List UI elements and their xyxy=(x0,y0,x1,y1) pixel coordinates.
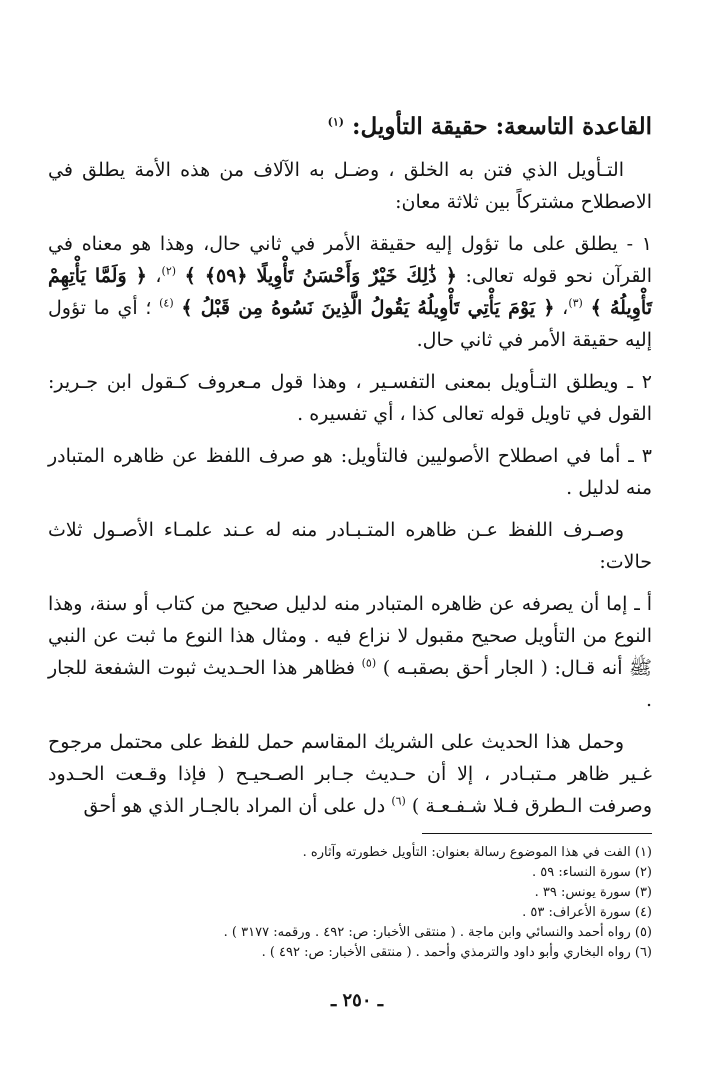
quran-verse-1: ﴿ ذَٰلِكَ خَيْرٌ وَأَحْسَنُ تَأْوِيلًا ﴿٥٩﴾ ﴾ xyxy=(184,265,457,287)
meaning-one-conclusion: ؛ أي ما تؤول إليه حقيقة الأمر في ثاني حال. xyxy=(48,297,652,351)
footnote-separator xyxy=(422,833,652,834)
section-heading xyxy=(48,110,652,144)
footnote-ref-1: (١) xyxy=(327,115,345,129)
cases-intro-paragraph: وصـرف اللفظ عـن ظاهره المتـبـادر منه له عـند علمـاء الأصـول ثلاث حالات: xyxy=(48,519,652,573)
footnote-item: (٢) سورة النساء: ٥٩ . xyxy=(531,865,652,880)
final-text-continued: دل على أن المراد بالجـار الذي هو أحق xyxy=(83,795,386,817)
main-text xyxy=(48,110,652,832)
footnote-item: (١) الفت في هذا الموضوع رسالة بعنوان: التأويل خطورته وآثاره . xyxy=(302,845,652,860)
footnotes-list xyxy=(48,843,652,963)
case-a-text: أ ـ إما أن يصرفه عن ظاهره المتبادر منه لدليل صحيح من كتاب أو سنة، وهذا النوع من التأويل صحيح مقبول لا نزاع فيه . ومثال هذا النوع ما ثبت عن النبي ﷺ أنه قـال: ( الجار أحق بصقبـه ) xyxy=(48,593,653,679)
final-text: وحمل هذا الحديث على الشريك المقاسم حمل للفظ على محتمل مرجوح غـير ظاهر مـتبـادر ، إلا أن حـديث جـابر الصـحيـح ( فإذا وقـعت الحـدود وصرفت الـطرق فـلا شـفـعـة ) xyxy=(48,731,652,817)
footnote-ref-6: (٦) xyxy=(391,794,406,808)
meaning-one-text: ١ - يطلق على ما تؤول إليه حقيقة الأمر في ثاني حال، وهذا هو معناه في القرآن نحو قوله تعالى: xyxy=(48,233,653,287)
quran-verse-2: ﴿ وَلَمَّا يَأْتِهِمْ تَأْوِيلُهُ ﴾ xyxy=(48,265,653,319)
meaning-two-paragraph: ٢ ـ ويطلق التـأويل بمعنى التفسـير ، وهذا قول مـعروف كـقول ابن جـرير: القول في تاويل قوله تعالى كذا ، أي تفسيره . xyxy=(48,371,652,425)
quran-verse-3: ﴿ يَوْمَ يَأْتِي تَأْوِيلُهُ يَقُولُ الَّذِينَ نَسُوهُ مِن قَبْلُ ﴾ xyxy=(181,297,555,319)
footnote-item: (٥) رواه أحمد والنسائي وابن ماجة . ( منتقى الأخبار: ص: ٤٩٢ . ورقمه: ٣١٧٧ ) . xyxy=(223,925,652,940)
footnote-ref-5: (٥) xyxy=(361,656,377,670)
case-a-conclusion: فظاهر هذا الحـديث ثبوت الشفعة للجار . xyxy=(48,657,652,711)
footnote-item: (٦) رواه البخاري وأبو داود والترمذي وأحمد . ( منتقى الأخبار: ص: ٤٩٢ ) . xyxy=(261,945,652,960)
footnote-ref-4: (٤) xyxy=(159,296,174,310)
footnote-item: (٤) سورة الأعراف: ٥٣ . xyxy=(522,905,652,920)
final-paragraph xyxy=(48,726,652,822)
case-a-paragraph xyxy=(48,588,652,716)
footnote-ref-3: (٣) xyxy=(568,296,583,310)
meaning-three-paragraph: ٣ ـ أما في اصطلاح الأصوليين فالتأويل: هو صرف اللفظ عن ظاهره المتبادر منه لدليل . xyxy=(48,445,652,499)
footnote-ref-2: (٢) xyxy=(161,264,177,278)
intro-paragraph: التـأويل الذي فتن به الخلق ، وضـل به الآلاف من هذه الأمة يطلق في الاصطلاح مشتركاً بين ثلاثة معان: xyxy=(48,159,652,213)
page-number: ـ ٢٥٠ ـ xyxy=(330,990,384,1011)
footnote-item: (٣) سورة يونس: ٣٩ . xyxy=(534,885,652,900)
meaning-one-paragraph: ١ - يطلق على ما تؤول إليه حقيقة الأمر في ثاني حال، وهذا هو معناه في القرآن نحو قوله تعالى: ﴿ ذَٰلِكَ خَيْرٌ وَأَحْسَنُ تَأْوِيلًا ﴿٥٩﴾ ﴾ $^{(٢)}$، ﴿ وَلَمَّا يَأْتِهِمْ تَأْوِيلُهُ ﴾ $^{(٣)}$، ﴿ يَوْمَ يَأْتِي تَأْوِيلُهُ يَقُولُ الَّذِينَ نَسُوهُ مِن قَبْلُ ﴾ $^{(٤)}$ ؛ أي ما تؤول إليه حقيقة الأمر في ثاني حال. xyxy=(48,233,653,351)
section-heading-title: القاعدة التاسعة: حقيقة التأويل: xyxy=(352,113,652,140)
